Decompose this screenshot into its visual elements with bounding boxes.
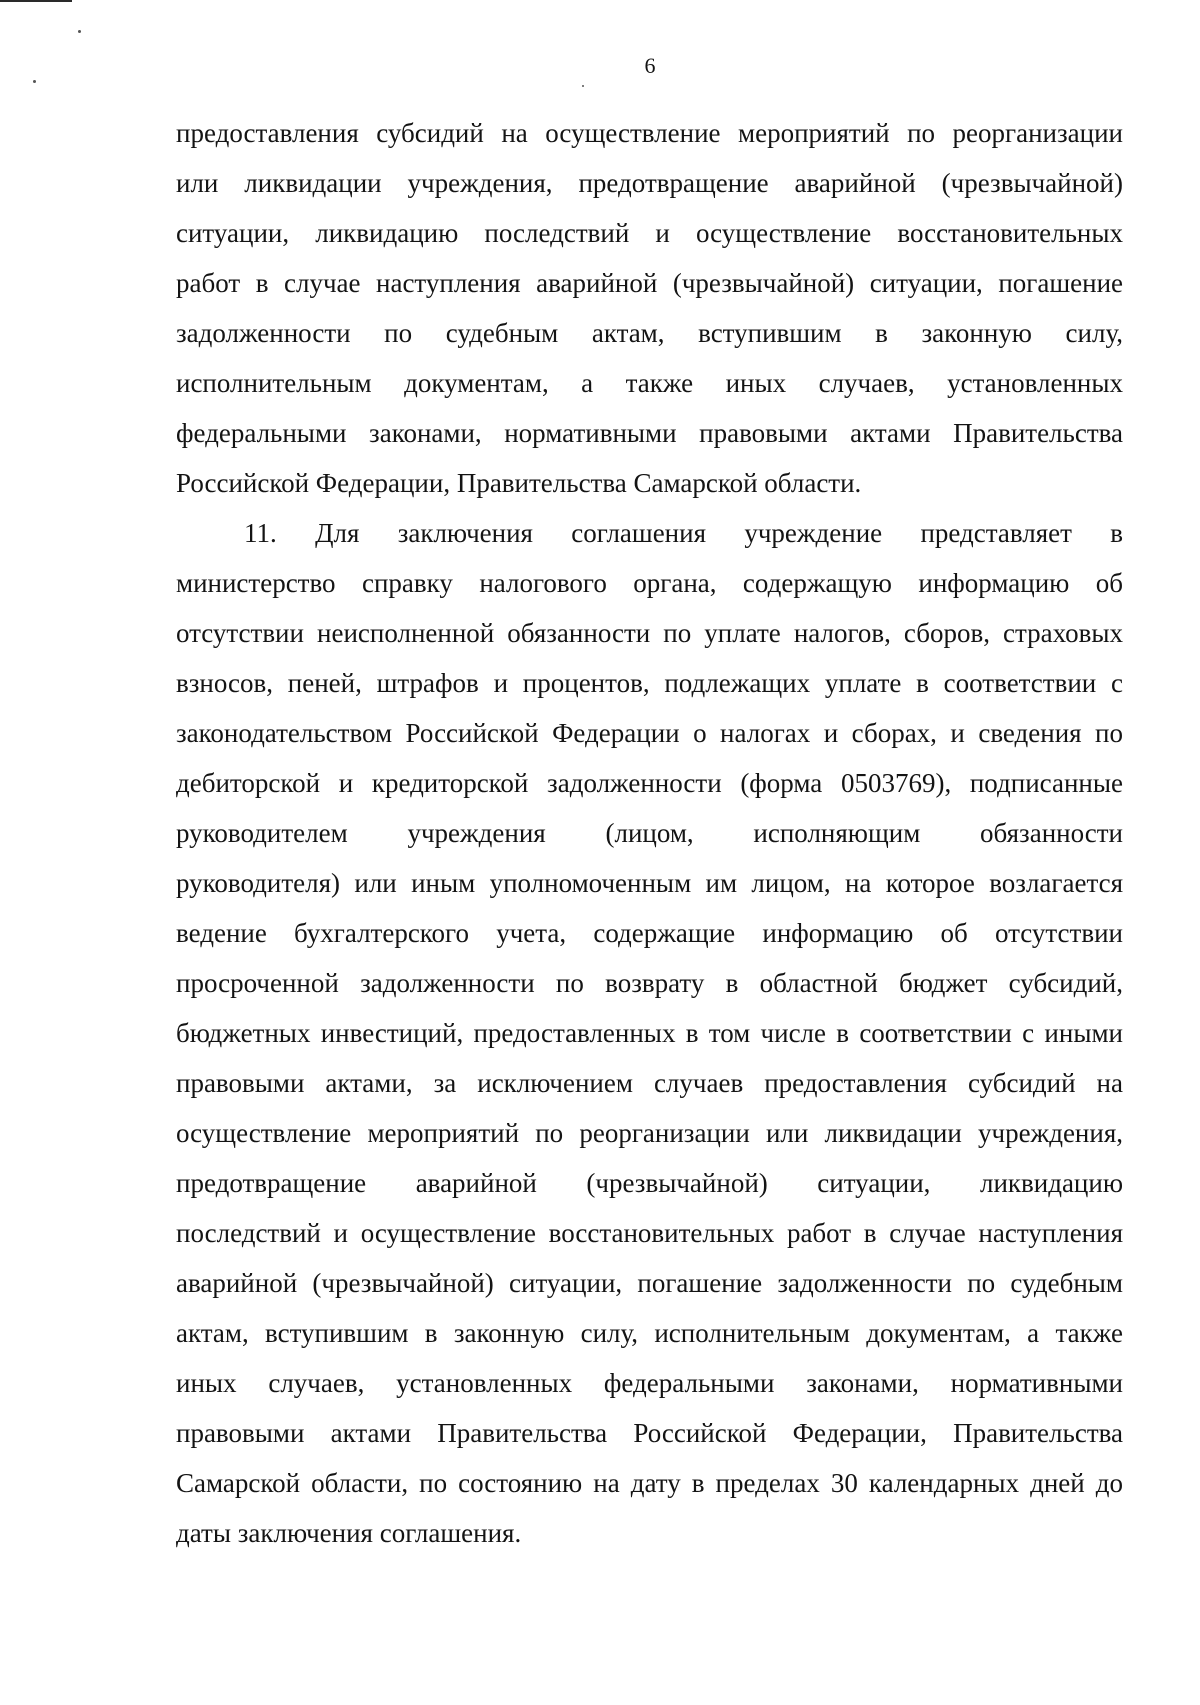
text-line: Российской Федерации, Правительства Самарской области. [176,468,862,498]
text-line: ведение бухгалтерского учета, содержащие информацию об отсутствии [176,918,1123,948]
text-line: исполнительным документам, а также иных случаев, установленных [176,368,1123,398]
scan-speck [582,85,584,87]
text-line: аварийной (чрезвычайной) ситуации, погашение задолженности по судебным [176,1268,1123,1298]
text-line: отсутствии неисполненной обязанности по уплате налогов, сборов, страховых [176,618,1123,648]
text-line: работ в случае наступления аварийной (чрезвычайной) ситуации, погашение [176,268,1123,298]
text-line: руководителем учреждения (лицом, исполняющим обязанности [176,818,1123,848]
scan-speck [78,30,81,33]
text-line: предотвращение аварийной (чрезвычайной) ситуации, ликвидацию [176,1168,1123,1198]
text-line: законодательством Российской Федерации о налогах и сборах, и сведения по [176,718,1123,748]
text-line: осуществление мероприятий по реорганизации или ликвидации учреждения, [176,1118,1123,1148]
page-number: 6 [644,53,656,78]
text-line: правовыми актами Правительства Российской Федерации, Правительства [176,1418,1123,1448]
text-line: правовыми актами, за исключением случаев предоставления субсидий на [176,1068,1123,1098]
text-line: Самарской области, по состоянию на дату в пределах 30 календарных дней до [176,1468,1123,1498]
text-line: дебиторской и кредиторской задолженности (форма 0503769), подписанные [176,768,1123,798]
text-line: ситуации, ликвидацию последствий и осуществление восстановительных [176,218,1123,248]
text-line: руководителя) или иным уполномоченным им лицом, на которое возлагается [176,868,1123,898]
paragraph-continuation [176,108,1123,508]
paragraph-item-11 [176,508,1123,1558]
text-line: 11. Для заключения соглашения учреждение представляет в [244,518,1123,548]
text-line: актам, вступившим в законную силу, исполнительным документам, а также [176,1318,1123,1348]
text-line: взносов, пеней, штрафов и процентов, подлежащих уплате в соответствии с [176,668,1123,698]
text-line: министерство справку налогового органа, содержащую информацию об [176,568,1123,598]
document-body [176,108,1123,1558]
text-line: федеральными законами, нормативными правовыми актами Правительства [176,418,1123,448]
text-line: последствий и осуществление восстановительных работ в случае наступления [176,1218,1123,1248]
text-line: бюджетных инвестиций, предоставленных в том числе в соответствии с иными [176,1018,1123,1048]
text-line: или ликвидации учреждения, предотвращение аварийной (чрезвычайной) [176,168,1123,198]
scan-edge-mark [0,0,72,2]
text-line: предоставления субсидий на осуществление мероприятий по реорганизации [176,118,1123,148]
text-line: даты заключения соглашения. [176,1518,522,1548]
scan-speck [33,80,36,83]
text-line: задолженности по судебным актам, вступившим в законную силу, [176,318,1123,348]
text-line: просроченной задолженности по возврату в областной бюджет субсидий, [176,968,1123,998]
text-line: иных случаев, установленных федеральными законами, нормативными [176,1368,1123,1398]
